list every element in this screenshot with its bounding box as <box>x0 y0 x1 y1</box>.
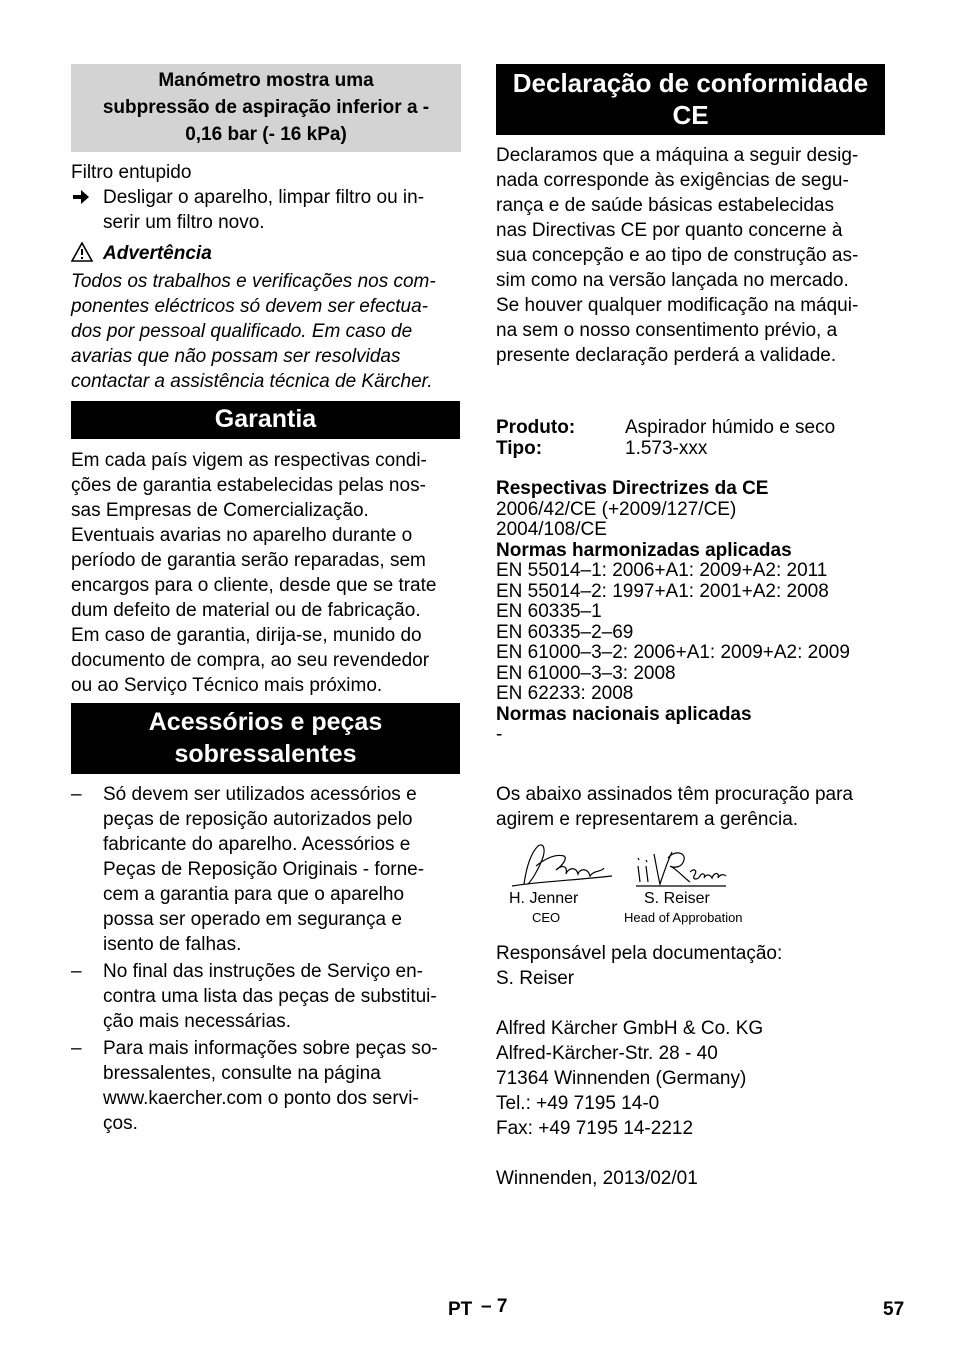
place-date: Winnenden, 2013/02/01 <box>496 1168 698 1189</box>
warning-label-row <box>71 240 461 265</box>
warning-triangle-icon <box>71 242 93 267</box>
troubleshoot-heading: Manómetro mostra uma subpressão de aspiração inferior a - 0,16 bar (- 16 kPa) <box>71 64 461 152</box>
list-dash: – <box>71 961 82 982</box>
produto-row: Produto: Aspirador húmido e seco <box>496 417 836 438</box>
signer2-role: Head of Approbation <box>624 910 743 925</box>
signature-reiser <box>634 846 730 890</box>
tipo-row: Tipo: 1.573-xxx <box>496 437 708 459</box>
warning-label: Advertência <box>103 243 212 264</box>
list-dash: – <box>71 1038 82 1059</box>
declaration-heading: Declaração de conformidade CE <box>496 64 885 135</box>
signer1-role: CEO <box>532 910 561 925</box>
acessorios-heading: Acessórios e peças sobressalentes <box>71 703 460 774</box>
page-number: 57 <box>883 1299 905 1320</box>
footer-language: PT <box>448 1299 473 1320</box>
garantia-heading: Garantia <box>71 401 460 439</box>
remedy-text-1: Desligar o aparelho, limpar filtro ou in- <box>103 187 425 208</box>
fault-cause: Filtro entupido <box>71 162 192 183</box>
footer-section-page: – 7 <box>481 1296 508 1317</box>
arrow-right-icon <box>71 187 91 212</box>
list-dash: – <box>71 784 82 805</box>
signature-jenner <box>506 840 616 892</box>
remedy-text-2: serir um filtro novo. <box>103 212 265 233</box>
signer2-name: S. Reiser <box>644 890 710 907</box>
signer1-name: H. Jenner <box>509 890 579 907</box>
remedy-step <box>71 185 461 235</box>
